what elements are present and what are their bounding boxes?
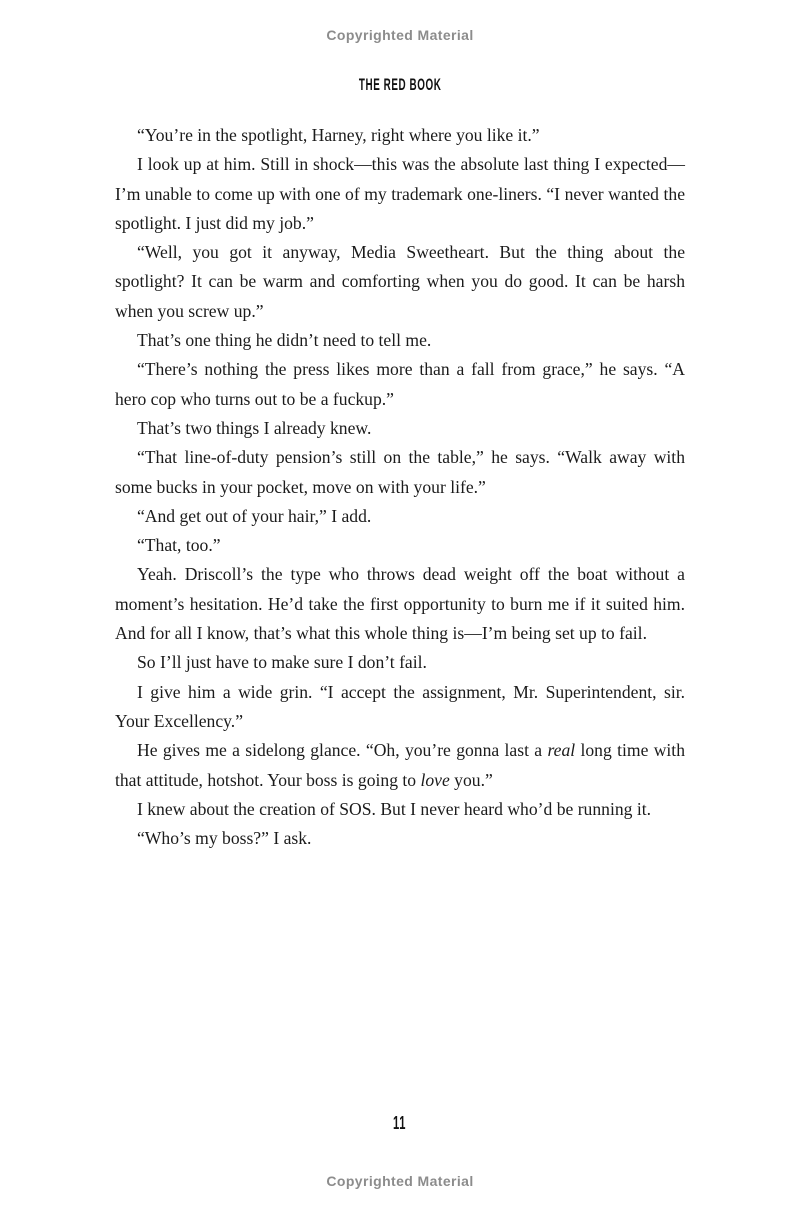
page-number: [0, 1113, 800, 1134]
paragraph: [115, 560, 685, 648]
text-run: “Who’s my boss?” I ask.: [137, 828, 312, 849]
text-run: “There’s nothing the press likes more than a fall from grace,” he says. “A hero cop who turns out to be a fuckup.”: [115, 359, 685, 409]
text-run: you.”: [449, 769, 493, 790]
text-run: “That line-of-duty pension’s still on the table,” he says. “Walk away with some bucks in your pocket, move on with your life.”: [115, 447, 685, 497]
running-head: [0, 75, 800, 95]
paragraph: [115, 443, 685, 502]
text-run: I knew about the creation of SOS. But I never heard who’d be running it.: [137, 798, 651, 819]
paragraph: [115, 121, 685, 150]
text-run: That’s two things I already knew.: [137, 417, 372, 438]
paragraph: [115, 355, 685, 414]
paragraph: [115, 238, 685, 326]
paragraph: [115, 736, 685, 795]
text-run: So I’ll just have to make sure I don’t fail.: [137, 652, 427, 673]
paragraph: [115, 326, 685, 355]
text-run: “You’re in the spotlight, Harney, right where you like it.”: [137, 125, 540, 145]
copyright-notice-top: Copyrighted Material: [326, 27, 474, 43]
paragraph: [115, 678, 685, 737]
italic-run: love: [420, 769, 450, 790]
text-run: That’s one thing he didn’t need to tell me.: [137, 330, 432, 351]
text-run: “And get out of your hair,” I add.: [137, 505, 372, 526]
copyright-notice-bottom: Copyrighted Material: [326, 1173, 474, 1189]
text-run: Yeah. Driscoll’s the type who throws dead weight off the boat without a moment’s hesitation. He’d take the first opportunity to burn me if it suited him. And for all I know, that’s what this whole thing is—I’m being set up to fail.: [115, 564, 685, 644]
paragraph: [115, 414, 685, 443]
body-text: [115, 121, 685, 853]
paragraph: [115, 824, 685, 853]
paragraph: [115, 648, 685, 677]
italic-run: real: [547, 740, 576, 761]
paragraph: [115, 795, 685, 824]
text-run: I look up at him. Still in shock—this was the absolute last thing I expected—I’m unable to come up with one of my trademark one-liners. “I never wanted the spotlight. I just did my job.”: [115, 154, 685, 233]
text-run: “Well, you got it anyway, Media Sweetheart. But the thing about the spotlight? It can be warm and comforting when you do good. It can be harsh when you screw up.”: [115, 242, 685, 321]
text-run: He gives me a sidelong glance. “Oh, you’re gonna last a: [137, 740, 548, 761]
paragraph: [115, 150, 685, 238]
paragraph: [115, 531, 685, 560]
text-run: long time with that attitude, hotshot. Your boss is going to: [115, 740, 685, 790]
page-number-text: 11: [393, 1113, 407, 1133]
text-run: “That, too.”: [137, 535, 221, 556]
text-run: I give him a wide grin. “I accept the assignment, Mr. Superintendent, sir. Your Excellency.”: [115, 681, 685, 731]
running-head-text: THE RED BOOK: [358, 75, 442, 94]
paragraph: [115, 502, 685, 531]
